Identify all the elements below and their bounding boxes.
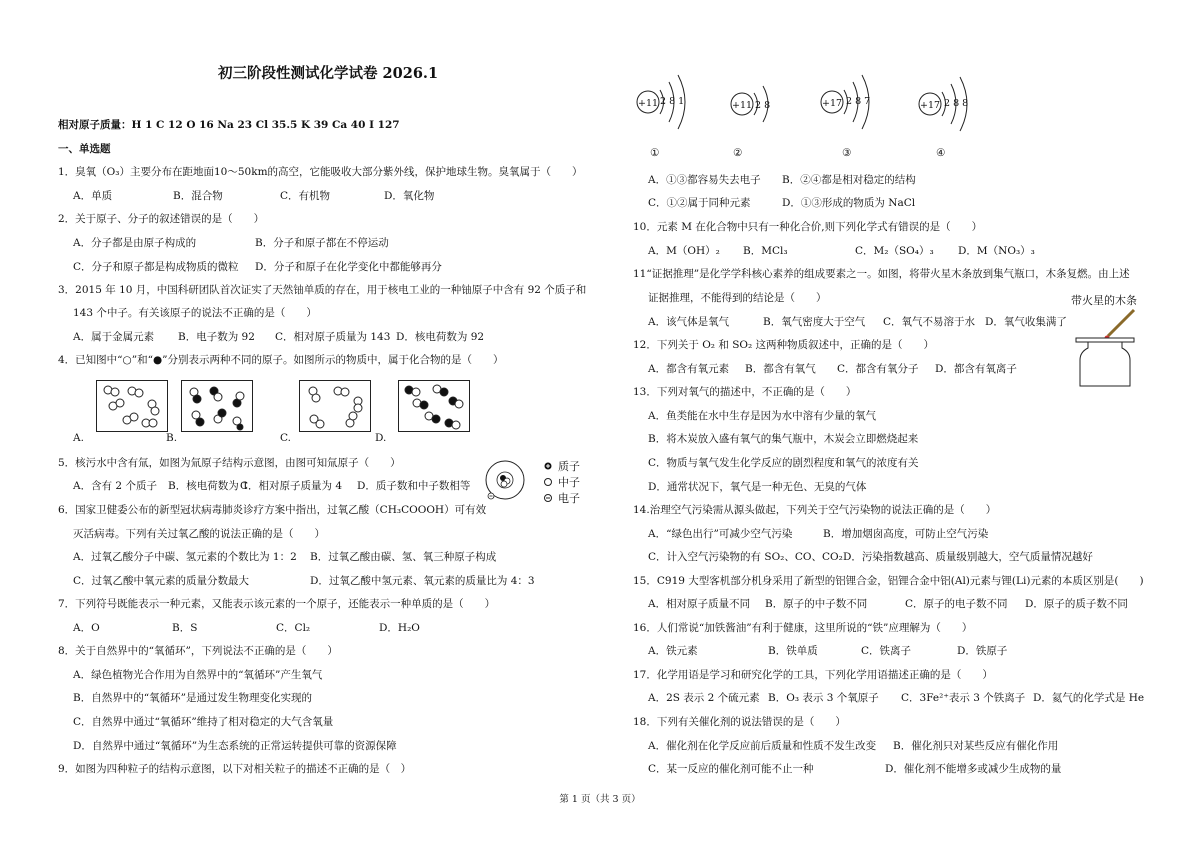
neutron-legend-icon xyxy=(543,477,553,487)
q2-option-c: C．分子和原子都是构成物质的微粒 xyxy=(73,261,239,273)
q18-option-a: A．催化剂在化学反应前后质量和性质不发生改变 xyxy=(648,740,877,752)
q7-option-a: A．O xyxy=(73,622,100,634)
q8-option-b: B．自然界中的“氧循环”是通过发生物理变化实现的 xyxy=(73,692,312,704)
q16-option-c: C．铁离子 xyxy=(861,645,912,657)
q6-option-b: B．过氧乙酸由碳、氢、氧三种原子构成 xyxy=(310,551,497,563)
q7-option-d: D．H₂O xyxy=(379,622,420,634)
atomic-mass-line: 相对原子质量：H 1 C 12 O 16 Na 23 Cl 35.5 K 39 Ca 40 I 127 xyxy=(58,119,400,131)
molecule-diagram-b xyxy=(182,381,252,431)
q11-option-b: B．氧气密度大于空气 xyxy=(763,316,866,328)
q11-option-a: A．该气体是氧气 xyxy=(648,316,730,328)
particle-3-label: ③ xyxy=(842,147,852,159)
q5-option-d: D．质子数和中子数相等 xyxy=(357,480,471,492)
q8-option-c: C．自然界中通过“氧循环”维持了相对稳定的大气含氧量 xyxy=(73,716,334,728)
q10-option-c: C．M₂（SO₄）₃ xyxy=(855,245,934,257)
particle-2-nucleus: +11 xyxy=(732,100,753,111)
q11-stem-line2: 证据推理，不能得到的结论是（ ） xyxy=(648,292,827,304)
q9-option-b: B．②④都是相对稳定的结构 xyxy=(782,174,916,186)
q5-option-b: B．核电荷数为 1 xyxy=(168,480,249,492)
q16-stem: 16．人们常说“加铁酱油”有利于健康，这里所说的“铁”应理解为（ ） xyxy=(633,622,973,634)
q17-option-a: A．2S 表示 2 个硫元素 xyxy=(648,692,760,704)
q15-stem: 15．C919 大型客机部分机身采用了新型的铝锂合金，铝锂合金中铝(Al)元素与锂(Li)元素的本质区别是( ) xyxy=(633,575,1144,587)
particle-1-shells: 2 8 1 xyxy=(660,96,685,107)
q18-option-b: B．催化剂只对某些反应有催化作用 xyxy=(893,740,1059,752)
proton-legend-icon xyxy=(543,461,553,471)
q4-figure-c xyxy=(299,380,371,432)
q6-option-a: A．过氧乙酸分子中碳、氢元素的个数比为 1：2 xyxy=(73,551,297,563)
q13-option-b: B．将木炭放入盛有氧气的集气瓶中，木炭会立即燃烧起来 xyxy=(648,433,919,445)
q8-option-a: A．绿色植物光合作用为自然界中的“氧循环”产生氧气 xyxy=(73,669,323,681)
q17-option-c: C．3Fe²⁺表示 3 个铁离子 xyxy=(901,692,1026,704)
q7-stem: 7．下列符号既能表示一种元素，又能表示该元素的一个原子，还能表示一种单质的是（ ） xyxy=(58,598,496,610)
legend-electron-label: 电子 xyxy=(558,492,580,505)
q13-option-c: C．物质与氧气发生化学反应的剧烈程度和氧气的浓度有关 xyxy=(648,457,919,469)
electron-legend-icon xyxy=(543,493,553,503)
q10-option-b: B．MCl₃ xyxy=(743,245,788,257)
q14-option-d: D．污染指数越高、质量级别越大，空气质量情况越好 xyxy=(843,551,1093,563)
q9-option-c: C．①②属于同种元素 xyxy=(648,197,751,209)
molecule-diagram-a xyxy=(97,381,167,431)
q10-stem: 10．元素 M 在化合物中只有一种化合价,则下列化学式有错误的是（ ） xyxy=(633,221,983,233)
q7-option-c: C．Cl₂ xyxy=(276,622,311,634)
q8-option-d: D．自然界中通过“氧循环”为生态系统的正常运转提供可靠的资源保障 xyxy=(73,740,397,752)
q13-option-d: D．通常状况下，氧气是一种无色、无臭的气体 xyxy=(648,481,867,493)
q6-option-d: D．过氧乙酸中氢元素、氧元素的质量比为 4：3 xyxy=(310,575,535,587)
q9-option-d: D．①③形成的物质为 NaCl xyxy=(782,197,916,209)
q3-option-a: A．属于金属元素 xyxy=(73,331,155,343)
page-footer: 第 1 页（共 3 页） xyxy=(559,794,641,805)
q12-option-c: C．都含有氧分子 xyxy=(837,363,919,375)
q4-option-d: D. xyxy=(375,432,387,444)
q15-option-d: D．原子的质子数不同 xyxy=(1025,598,1128,610)
q14-option-b: B．增加烟囱高度，可防止空气污染 xyxy=(823,528,989,540)
q2-stem: 2．关于原子、分子的叙述错误的是（ ） xyxy=(58,213,265,225)
q17-stem: 17．化学用语是学习和研究化学的工具，下列化学用语描述正确的是（ ） xyxy=(633,669,993,681)
q17-option-d: D．氦气的化学式是 He xyxy=(1033,692,1145,704)
q11-stem-line1: 11“证据推理”是化学学科核心素养的组成要素之一。如图，将带火星木条放到集气瓶口，木条复燃。由上述 xyxy=(633,268,1130,280)
q4-figure-d xyxy=(398,380,470,432)
q4-figure-a xyxy=(96,380,168,432)
q4-option-b: B. xyxy=(166,432,178,444)
section-heading: 一、单选题 xyxy=(58,143,111,155)
q14-option-a: A．“绿色出行”可减少空气污染 xyxy=(648,528,793,540)
splint-label: 带火星的木条 xyxy=(1071,294,1137,307)
legend-neutron-label: 中子 xyxy=(558,476,580,489)
molecule-diagram-c xyxy=(300,381,370,431)
particle-4-shells: 2 8 8 xyxy=(944,98,969,109)
q7-option-b: B．S xyxy=(172,622,198,634)
particle-2-label: ② xyxy=(733,147,743,159)
q12-option-d: D．都含有氧离子 xyxy=(935,363,1017,375)
q14-stem: 14.治理空气污染需从源头做起，下列关于空气污染物的说法正确的是（ ） xyxy=(633,504,997,516)
q10-option-d: D．M（NO₃）₃ xyxy=(958,245,1035,257)
q4-figure-b xyxy=(181,380,253,432)
q12-stem: 12．下列关于 O₂ 和 SO₂ 这两种物质叙述中，正确的是（ ） xyxy=(633,339,935,351)
q5-stem: 5．核污水中含有氚，如图为氚原子结构示意图，由图可知氚原子（ ） xyxy=(58,457,401,469)
q18-option-c: C．某一反应的催化剂可能不止一种 xyxy=(648,763,814,775)
q8-stem: 8．关于自然界中的“氧循环”，下列说法不正确的是（ ） xyxy=(58,645,338,657)
q15-option-b: B．原子的中子数不同 xyxy=(765,598,868,610)
particle-3-shells: 2 8 7 xyxy=(846,96,871,107)
q6-stem-line1: 6．国家卫健委公布的新型冠状病毒肺炎诊疗方案中指出，过氧乙酸（CH₃COOOH）可有效 xyxy=(58,504,487,516)
q2-option-d: D．分子和原子在化学变化中都能够再分 xyxy=(255,261,442,273)
q6-option-c: C．过氧乙酸中氧元素的质量分数最大 xyxy=(73,575,250,587)
q1-option-c: C．有机物 xyxy=(280,190,331,202)
q4-option-c: C. xyxy=(280,432,291,444)
q1-option-a: A．单质 xyxy=(73,190,113,202)
q3-stem-line1: 3．2015 年 10 月，中国科研团队首次证实了天然铀单质的存在，用于核电工业的一种铀原子中含有 92 个质子和 xyxy=(58,284,587,296)
q13-stem: 13．下列对氧气的描述中，不正确的是（ ） xyxy=(633,386,857,398)
q9-option-a: A．①③都容易失去电子 xyxy=(648,174,761,186)
particle-2-shells: 2 8 xyxy=(755,100,771,111)
particle-1-label: ① xyxy=(650,147,660,159)
q2-option-b: B．分子和原子都在不停运动 xyxy=(255,237,389,249)
q14-option-c: C．计入空气污染物的有 SO₂、CO、CO₂ xyxy=(648,551,843,563)
q16-option-b: B．铁单质 xyxy=(768,645,818,657)
legend-proton-label: 质子 xyxy=(558,460,580,473)
q16-option-a: A．铁元素 xyxy=(648,645,698,657)
q11-option-d: D．氧气收集满了 xyxy=(985,316,1067,328)
q16-option-d: D．铁原子 xyxy=(957,645,1008,657)
exam-title: 初三阶段性测试化学试卷 2026.1 xyxy=(218,65,439,82)
q2-option-a: A．分子都是由原子构成的 xyxy=(73,237,197,249)
q12-option-a: A．都含有氧元素 xyxy=(648,363,730,375)
q1-stem: 1．臭氧（O₃）主要分布在距地面10～50km的高空，它能吸收大部分紫外线，保护地球生物。臭氧属于（ ） xyxy=(58,166,583,178)
q3-option-d: D．核电荷数为 92 xyxy=(396,331,485,343)
q1-option-d: D．氧化物 xyxy=(384,190,435,202)
molecule-diagram-d xyxy=(399,381,469,431)
particle-3-nucleus: +17 xyxy=(822,98,843,109)
particle-4-nucleus: +17 xyxy=(920,100,941,111)
gas-jar-with-splint-diagram xyxy=(1072,308,1144,390)
q6-stem-line2: 灭活病毒。下列有关过氧乙酸的说法正确的是（ ） xyxy=(73,528,325,540)
tritium-atom-diagram xyxy=(480,458,530,502)
q4-stem: 4．已知图中“○”和“●”分别表示两种不同的原子。如图所示的物质中，属于化合物的是（ ） xyxy=(58,354,504,366)
q13-option-a: A．鱼类能在水中生存是因为水中溶有少量的氧气 xyxy=(648,410,877,422)
q1-option-b: B．混合物 xyxy=(173,190,223,202)
particle-1-nucleus: +11 xyxy=(638,98,659,109)
q5-option-c: C．相对原子质量为 4 xyxy=(240,480,343,492)
q17-option-b: B．O₃ 表示 3 个氧原子 xyxy=(768,692,879,704)
q4-option-a: A. xyxy=(73,432,84,444)
q15-option-c: C．原子的电子数不同 xyxy=(905,598,1008,610)
q3-stem-line2: 143 个中子。有关该原子的说法不正确的是（ ） xyxy=(73,307,317,319)
q15-option-a: A．相对原子质量不同 xyxy=(648,598,751,610)
q3-option-b: B．电子数为 92 xyxy=(178,331,255,343)
q11-option-c: C．氧气不易溶于水 xyxy=(883,316,976,328)
q3-option-c: C．相对原子质量为 143 xyxy=(275,331,391,343)
q5-option-a: A．含有 2 个质子 xyxy=(73,480,157,492)
q10-option-a: A．M（OH）₂ xyxy=(648,245,720,257)
q9-stem: 9．如图为四种粒子的结构示意图，以下对相关粒子的描述不正确的是（ ） xyxy=(58,763,412,775)
q18-option-d: D．催化剂不能增多或减少生成物的量 xyxy=(885,763,1062,775)
particle-4-label: ④ xyxy=(936,147,946,159)
q18-stem: 18．下列有关催化剂的说法错误的是（ ） xyxy=(633,716,846,728)
q12-option-b: B．都含有氧气 xyxy=(745,363,816,375)
